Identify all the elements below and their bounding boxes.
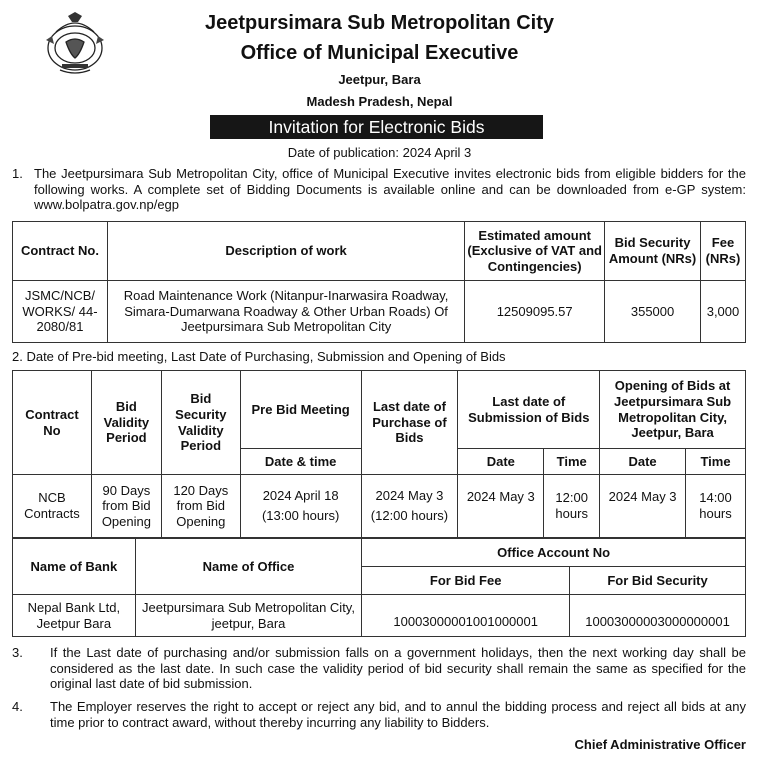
cell-office-name: Jeetpursimara Sub Metropolitan City, jeetpur, Bara	[135, 595, 362, 637]
paragraph-text: The Jeetpursimara Sub Metropolitan City, office of Municipal Executive invites electronic bids from eligible bidders for the following works. A complete set of Bidding Documents is available online and can be downloaded from e-GP system: www.bolpatra.gov.np/egp	[34, 166, 746, 213]
paragraph-number: 4.	[12, 699, 23, 714]
col-header-submission: Last date of Submission of Bids	[458, 371, 600, 449]
col-header-opening: Opening of Bids at Jeetpursimara Sub Metropolitan City, Jeetpur, Bara	[600, 371, 746, 449]
cell-submission-date: 2024 May 3	[458, 475, 544, 538]
paragraph-3	[12, 645, 746, 692]
col-header-estimated-amount: Estimated amount (Exclusive of VAT and Contingencies)	[465, 222, 605, 281]
cell-submission-time: 12:00 hours	[544, 475, 600, 538]
province-line: Madesh Pradesh, Nepal	[306, 94, 453, 109]
paragraph-number: 3.	[12, 645, 23, 660]
col-header-security-validity: Bid Security Validity Period	[161, 371, 240, 475]
bank-account-table	[12, 538, 746, 637]
paragraph-1	[12, 166, 746, 213]
cell-opening-time: 14:00 hours	[686, 475, 746, 538]
col-header-purchase: Last date of Purchase of Bids	[361, 371, 458, 475]
col-header-contract-no: Contract No.	[13, 222, 108, 281]
publication-date: Date of publication: 2024 April 3	[287, 145, 472, 160]
col-header-office: Name of Office	[135, 539, 362, 595]
col-header-fee: Fee (NRs)	[701, 222, 746, 281]
schedule-table	[12, 370, 746, 538]
subheader-opening-date: Date	[600, 449, 686, 475]
cell-security-validity: 120 Days from Bid Opening	[161, 475, 240, 538]
cell-bank-name: Nepal Bank Ltd, Jeetpur Bara	[13, 595, 136, 637]
cell-bid-validity: 90 Days from Bid Opening	[91, 475, 161, 538]
cell-contract-no: JSMC/NCB/ WORKS/ 44-2080/81	[13, 281, 108, 343]
cell-purchase	[361, 475, 458, 538]
purchase-time: (12:00 hours)	[370, 508, 449, 523]
address-line: Jeetpur, Bara	[338, 72, 421, 87]
office-heading: Office of Municipal Executive	[240, 42, 519, 64]
purchase-date: 2024 May 3	[375, 488, 444, 504]
col-header-bid-security: Bid Security Amount (NRs)	[605, 222, 701, 281]
cell-description: Road Maintenance Work (Nitanpur-Inarwasira Roadway, Simara-Dumarwana Roadway & Other Urban Roads) Of Jeetpursimara Sub Metropolitan City	[107, 281, 464, 343]
notice-title-banner: Invitation for Electronic Bids	[210, 115, 543, 139]
col-header-account: Office Account No	[362, 539, 746, 567]
prebid-date: 2024 April 18	[262, 488, 339, 504]
subheader-submission-date: Date	[458, 449, 544, 475]
subheader-date-time: Date & time	[240, 449, 361, 475]
works-table	[12, 221, 746, 343]
subheader-bid-security: For Bid Security	[570, 567, 746, 595]
subheader-submission-time: Time	[544, 449, 600, 475]
col-header-bank: Name of Bank	[13, 539, 136, 595]
cell-estimated-amount: 12509095.57	[465, 281, 605, 343]
cell-opening-date: 2024 May 3	[600, 475, 686, 538]
col-header-prebid: Pre Bid Meeting	[240, 371, 361, 449]
col-header-contract: Contract No	[13, 371, 92, 475]
col-header-description: Description of work	[107, 222, 464, 281]
prebid-time: (13:00 hours)	[261, 508, 340, 523]
paragraph-text: The Employer reserves the right to accept or reject any bid, and to annul the bidding process and reject all bids at any time prior to contract award, without thereby incurring any liability to Bidders.	[50, 699, 746, 730]
cell-fee: 3,000	[701, 281, 746, 343]
paragraph-text: If the Last date of purchasing and/or submission falls on a government holidays, then the next working day shall be considered as the last date. In such case the validity period of bid security shall remain the same as specified for the original last date of bid submission.	[50, 645, 746, 692]
cell-contract-type: NCB Contracts	[13, 475, 92, 538]
cell-fee-account: 10003000001001000001	[362, 595, 570, 637]
signatory-title: Chief Administrative Officer	[574, 737, 746, 752]
cell-security-account: 10003000003000000001	[570, 595, 746, 637]
cell-bid-security: 355000	[605, 281, 701, 343]
paragraph-2: 2. Date of Pre-bid meeting, Last Date of Purchasing, Submission and Opening of Bids	[12, 349, 506, 364]
subheader-bid-fee: For Bid Fee	[362, 567, 570, 595]
paragraph-4	[12, 699, 746, 730]
city-name-heading: Jeetpursimara Sub Metropolitan City	[205, 12, 554, 34]
cell-prebid	[240, 475, 361, 538]
subheader-opening-time: Time	[686, 449, 746, 475]
paragraph-number: 1.	[12, 166, 23, 181]
col-header-bid-validity: Bid Validity Period	[91, 371, 161, 475]
